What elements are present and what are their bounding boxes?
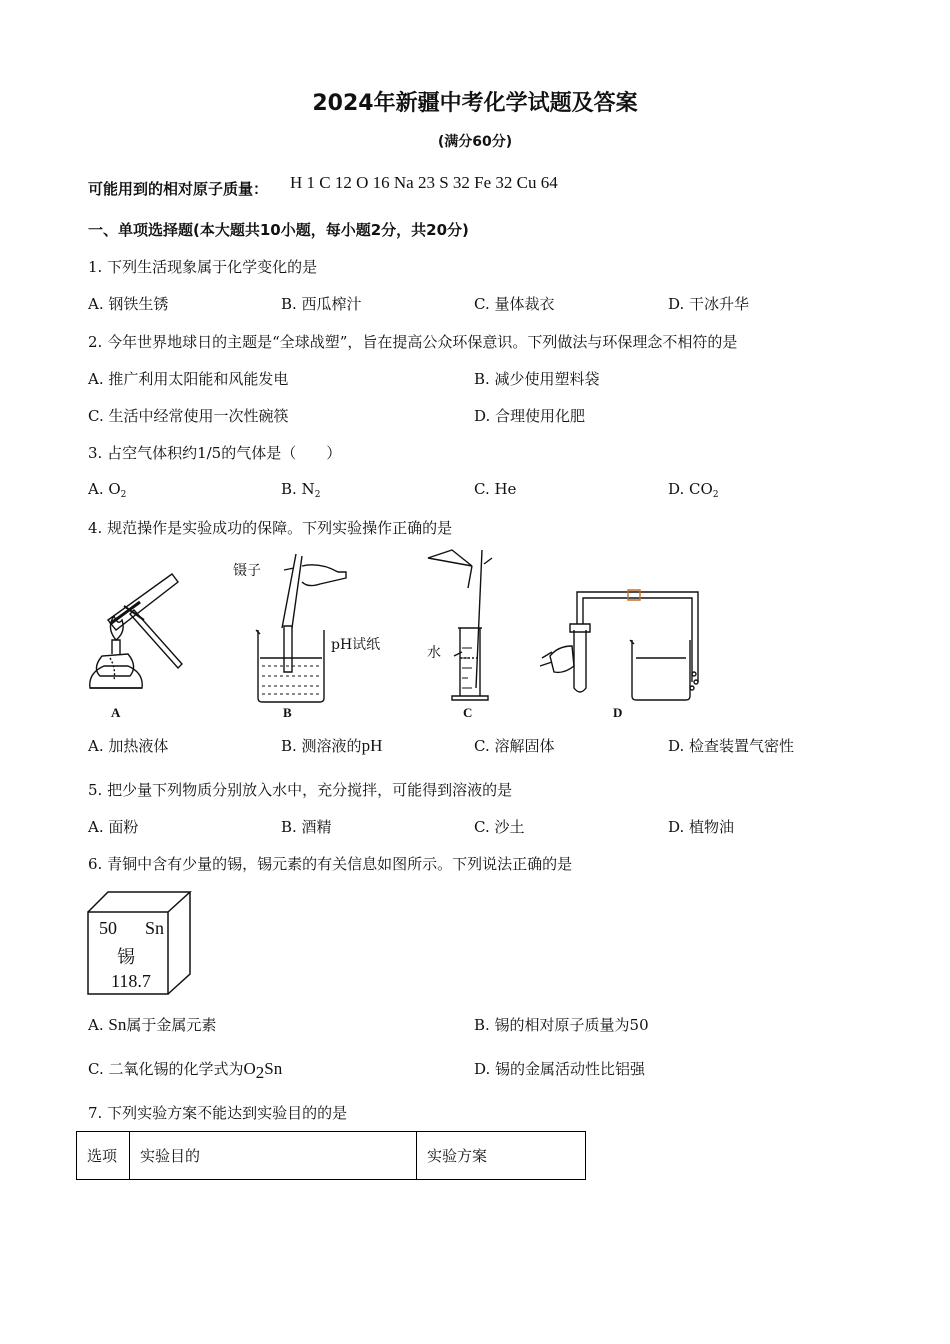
figure-b-ph-test [256,554,346,702]
q1-option-a: A. 钢铁生锈 [88,295,169,313]
element-name: 锡 [117,947,135,968]
q2-option-d: D. 合理使用化肥 [474,407,586,425]
fig-label-c: C [463,705,473,720]
atomic-masses-label: 可能用到的相对原子质量： [88,180,269,198]
header-purpose: 实验目的 [130,1132,417,1180]
q4-option-c: C. 溶解固体 [474,737,555,755]
element-atomic-number: 50 [99,918,117,938]
element-symbol: Sn [145,918,165,938]
fig-label-d: D [613,705,623,720]
q2-option-a: A. 推广利用太阳能和风能发电 [88,370,289,388]
page-subtitle: (满分60分) [437,134,513,150]
q5-option-c: C. 沙土 [474,818,525,836]
q3-option-d: D. $CO_2$ [668,480,719,500]
figure-d-airtightness-check [540,590,698,700]
q7-table [76,1131,586,1180]
question-5-stem: 5. 把少量下列物质分别放入水中，充分搅拌，可能得到溶液的是 [88,781,513,799]
question-7-stem: 7. 下列实验方案不能达到实验目的的是 [88,1104,348,1122]
header-option: 选项 [77,1132,130,1180]
section-heading: 一、单项选择题(本大题共10小题，每小题2分，共20分) [88,221,469,239]
fig-label-b: B [283,705,292,720]
q1-option-b: B. 西瓜榨汁 [281,295,362,313]
q4-option-d: D. 检查装置气密性 [668,737,795,755]
q6-option-c: C. 二氧化锡的化学式为O2Sn [88,1059,283,1082]
question-1-stem: 1. 下列生活现象属于化学变化的是 [88,258,318,276]
question-3-stem: 3. 占空气体积约1/5的气体是（ ） [88,444,342,462]
q4-option-a: A. 加热液体 [88,737,169,755]
label-tweezers: 镊子 [233,563,261,579]
page-title: 2024年新疆中考化学试题及答案 [312,91,638,116]
question-2-stem: 2. 今年世界地球日的主题是“全球战塑”，旨在提高公众环保意识。下列做法与环保理念不相符的是 [88,333,738,351]
q3-option-c: C. He [474,480,517,498]
q2-option-b: B. 减少使用塑料袋 [474,370,600,388]
q5-option-b: B. 酒精 [281,818,332,836]
q6-option-a: A. Sn属于金属元素 [88,1015,217,1034]
label-water: 水 [427,645,441,661]
q1-option-d: D. 干冰升华 [668,295,750,313]
lab-operations-figure [80,548,780,726]
q5-option-a: A. 面粉 [88,818,139,836]
atomic-masses-values: H 1 C 12 O 16 Na 23 S 32 Fe 32 Cu 64 [290,173,558,192]
table-header-row [77,1132,586,1180]
question-4-stem: 4. 规范操作是实验成功的保障。下列实验操作正确的是 [88,519,453,537]
q1-option-c: C. 量体裁衣 [474,295,555,313]
q3-option-a: A. $O_2$ [88,480,127,500]
q2-option-c: C. 生活中经常使用一次性碗筷 [88,407,289,425]
q6-option-d: D. 锡的金属活动性比铝强 [474,1060,646,1078]
label-ph-paper: pH试纸 [331,637,381,653]
figure-c-dissolving-solid [428,550,492,700]
question-6-stem: 6. 青铜中含有少量的锡，锡元素的有关信息如图所示。下列说法正确的是 [88,855,573,873]
q5-option-d: D. 植物油 [668,818,735,836]
figure-a-heating-liquid [90,574,182,688]
element-atomic-mass: 118.7 [111,971,151,991]
q6-option-b: B. 锡的相对原子质量为50 [474,1016,649,1034]
header-plan: 实验方案 [417,1132,586,1180]
q3-option-b: B. $N_2$ [281,480,321,500]
fig-label-a: A [111,705,121,720]
q4-option-b: B. 测溶液的pH [281,736,383,755]
